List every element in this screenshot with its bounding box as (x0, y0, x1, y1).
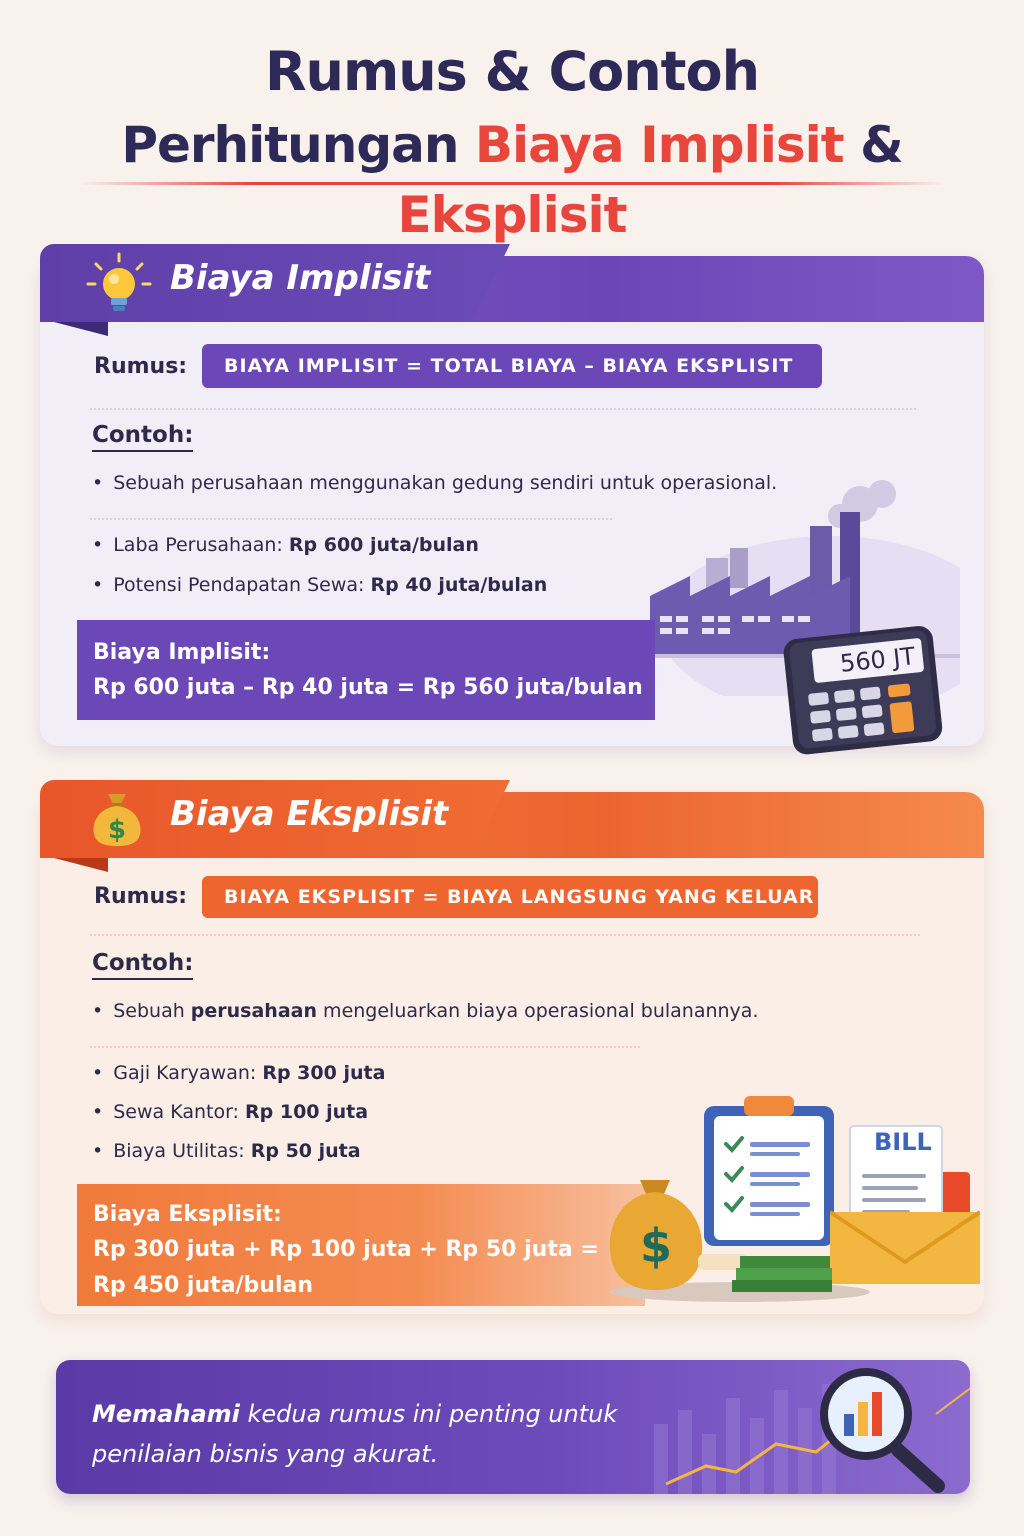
implisit-divider-2 (90, 518, 612, 520)
implisit-tab-fold (54, 322, 108, 336)
eksplisit-divider-1 (90, 934, 920, 936)
cash-icon (600, 1144, 870, 1308)
lightbulb-icon (84, 252, 154, 322)
eksplisit-result-value-2: Rp 450 juta/bulan (93, 1273, 313, 1298)
eksplisit-example-bold: perusahaan (190, 1000, 318, 1022)
implisit-formula: BIAYA IMPLISIT = TOTAL BIAYA – BIAYA EKSPLISIT (202, 344, 822, 388)
implisit-card (40, 256, 984, 746)
footer-text (92, 1394, 617, 1474)
implisit-result-label: Biaya Implisit: (93, 640, 271, 665)
eksplisit-example-post: mengeluarkan biaya operasional bulanannya. (317, 1000, 759, 1022)
bill-label: BILL (874, 1128, 932, 1156)
implisit-item-laba (92, 534, 479, 556)
eksplisit-heading: Biaya Eksplisit (170, 794, 449, 834)
implisit-divider-1 (90, 408, 916, 410)
eksplisit-item-value: Rp 100 juta (245, 1101, 369, 1123)
calculator-icon (780, 624, 950, 762)
footer-text-bold: Memahami (92, 1400, 240, 1428)
implisit-example-pre: Sebuah (113, 472, 191, 494)
title-prefix: Perhitungan (121, 116, 475, 174)
eksplisit-item-sewa (92, 1101, 368, 1123)
page-title (0, 40, 1024, 250)
implisit-item-sewa (92, 574, 547, 596)
implisit-item-label: Laba Perusahaan: (113, 534, 289, 556)
implisit-result-value: Rp 600 juta – Rp 40 juta = Rp 560 juta/bulan (93, 675, 643, 700)
calculator-display: 560 JT (838, 642, 917, 678)
eksplisit-tab-fold (54, 858, 108, 872)
title-line-1: Rumus & Contoh (264, 40, 760, 103)
implisit-example-bold: perusahaan menggunakan (190, 472, 446, 494)
eksplisit-rumus-label: Rumus: (94, 884, 188, 909)
implisit-result-box (77, 620, 655, 720)
implisit-item-label: Potensi Pendapatan Sewa: (113, 574, 371, 596)
implisit-item-value: Rp 40 juta/bulan (370, 574, 548, 596)
eksplisit-item-gaji (92, 1062, 385, 1084)
footer-text-rest-2: penilaian bisnis yang akurat. (92, 1440, 439, 1468)
eksplisit-item-label: Gaji Karyawan: (113, 1062, 263, 1084)
eksplisit-item-value: Rp 300 juta (262, 1062, 386, 1084)
eksplisit-example-pre: Sebuah (113, 1000, 191, 1022)
money-bag-icon (84, 784, 150, 854)
eksplisit-card (40, 792, 984, 1314)
eksplisit-item-label: Biaya Utilitas: (113, 1140, 251, 1162)
eksplisit-divider-2 (90, 1046, 640, 1048)
title-ampersand: & (843, 116, 903, 174)
title-highlight-eksplisit: Eksplisit (397, 186, 627, 244)
footer-text-rest-1: kedua rumus ini penting untuk (239, 1400, 618, 1428)
footer-banner (56, 1360, 970, 1494)
magnifier-chart-icon (806, 1364, 956, 1494)
eksplisit-contoh-label: Contoh: (92, 950, 193, 980)
eksplisit-result-box (77, 1184, 645, 1306)
eksplisit-item-label: Sewa Kantor: (113, 1101, 245, 1123)
implisit-contoh-label: Contoh: (92, 422, 193, 452)
cash-bag-symbol: $ (639, 1219, 673, 1273)
eksplisit-item-utilitas (92, 1140, 361, 1162)
money-bag-symbol: $ (107, 815, 127, 845)
eksplisit-result-value-1: Rp 300 juta + Rp 100 juta + Rp 50 juta = (93, 1237, 599, 1262)
title-line-2 (0, 110, 1024, 250)
title-underline (80, 182, 944, 185)
eksplisit-formula: BIAYA EKSPLISIT = BIAYA LANGSUNG YANG KELUAR (202, 876, 818, 918)
implisit-item-value: Rp 600 juta/bulan (288, 534, 479, 556)
implisit-rumus-label: Rumus: (94, 354, 188, 379)
implisit-example-post: gedung sendiri untuk operasional. (445, 472, 778, 494)
eksplisit-example (92, 1000, 758, 1022)
title-highlight-implisit: Biaya Implisit (474, 116, 844, 174)
implisit-heading: Biaya Implisit (170, 258, 431, 298)
eksplisit-result-label: Biaya Eksplisit: (93, 1202, 282, 1227)
eksplisit-item-value: Rp 50 juta (250, 1140, 361, 1162)
